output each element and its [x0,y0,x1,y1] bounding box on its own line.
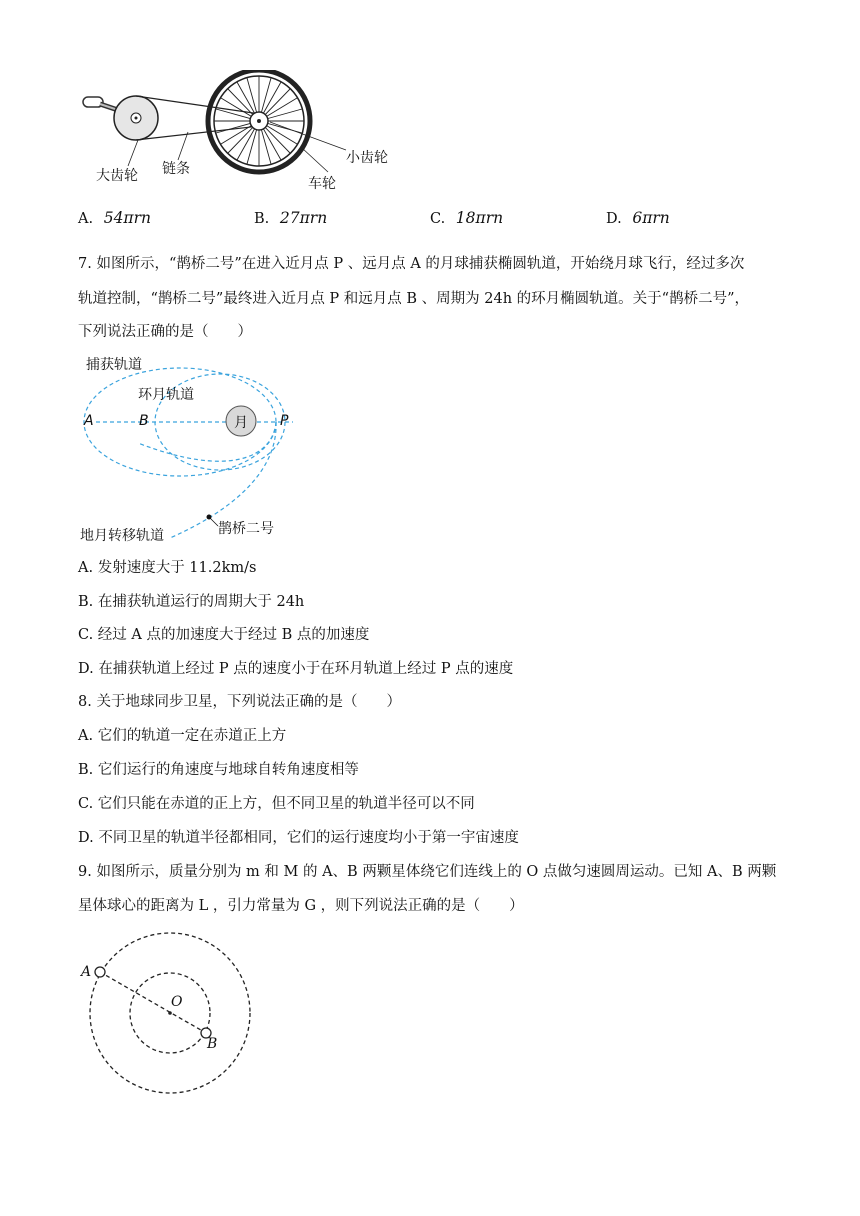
option-value: 6πrn [632,209,670,227]
capture-orbit-label: 捕获轨道 [86,357,142,373]
q7-stem-line3: 下列说法正确的是（ ） [78,324,252,340]
chain-label: 链条 [162,161,190,177]
point-b-label: B [139,413,149,429]
point-a-label: A [81,964,92,980]
bicycle-figure [78,70,418,190]
point-a-label: A [84,413,94,429]
q9-stem-line1: 9. 如图所示，质量分别为 m 和 M 的 A、B 两颗星体绕它们连线上的 O 点做匀速圆周运动。已知 A、B 两颗 [78,864,777,880]
option-letter: D. [606,211,622,227]
q9-stem-line2: 星体球心的距离为 L ，引力常量为 G ，则下列说法正确的是（ ） [78,898,524,914]
star-a-icon [95,967,105,977]
q7-option-a[interactable]: A. 发射速度大于 11.2km/s [78,560,257,576]
satellite-label: 鹊桥二号 [218,521,274,537]
q6-option-c[interactable] [430,209,503,227]
q6-option-d[interactable] [606,209,670,227]
wheel-drawing [208,70,310,172]
q8-stem: 8. 关于地球同步卫星，下列说法正确的是（ ） [78,694,401,710]
q7-stem-line1: 7. 如图所示，“鹊桥二号”在进入近月点 P 、远月点 A 的月球捕获椭圆轨道，开始绕月球飞行，经过多次 [78,256,745,272]
q8-option-d[interactable]: D. 不同卫星的轨道半径都相同，它们的运行速度均小于第一宇宙速度 [78,830,519,846]
q7-stem-line2: 轨道控制，“鹊桥二号”最终进入近月点 P 和远月点 B 、周期为 24h 的环月椭圆轨道。关于“鹊桥二号”， [78,291,750,307]
option-value: 18πrn [455,209,504,227]
q8-option-a[interactable]: A. 它们的轨道一定在赤道正上方 [78,728,287,744]
point-p-label: P [280,413,289,429]
orbit-figure [78,348,308,548]
q8-option-b[interactable]: B. 它们运行的角速度与地球自转角速度相等 [78,762,359,778]
q7-option-c[interactable]: C. 经过 A 点的加速度大于经过 B 点的加速度 [78,627,370,643]
moon-label: 月 [234,415,248,431]
option-value: 54πrn [103,209,152,227]
wheel-label: 车轮 [308,176,336,192]
q7-option-d[interactable]: D. 在捕获轨道上经过 P 点的速度小于在环月轨道上经过 P 点的速度 [78,661,514,677]
transfer-orbit-upper [138,422,276,461]
q6-option-b[interactable] [254,209,327,227]
option-letter: C. [430,211,446,227]
q7-option-b[interactable]: B. 在捕获轨道运行的周期大于 24h [78,594,305,610]
connecting-line [100,972,206,1033]
point-o-label: O [171,994,183,1010]
point-b-label: B [207,1036,218,1052]
transfer-orbit-label: 地月转移轨道 [80,528,164,544]
center-o-icon [168,1011,172,1015]
binary-star-drawing [78,928,258,1098]
q6-option-a[interactable] [78,209,151,227]
option-letter: B. [254,211,270,227]
big-gear-label: 大齿轮 [96,168,138,184]
small-gear-label: 小齿轮 [346,150,388,166]
lunar-orbit-label: 环月轨道 [138,387,194,403]
q8-option-c[interactable]: C. 它们只能在赤道的正上方，但不同卫星的轨道半径可以不同 [78,796,475,812]
binary-star-figure [78,928,258,1098]
option-value: 27πrn [279,209,328,227]
option-letter: A. [78,211,94,227]
